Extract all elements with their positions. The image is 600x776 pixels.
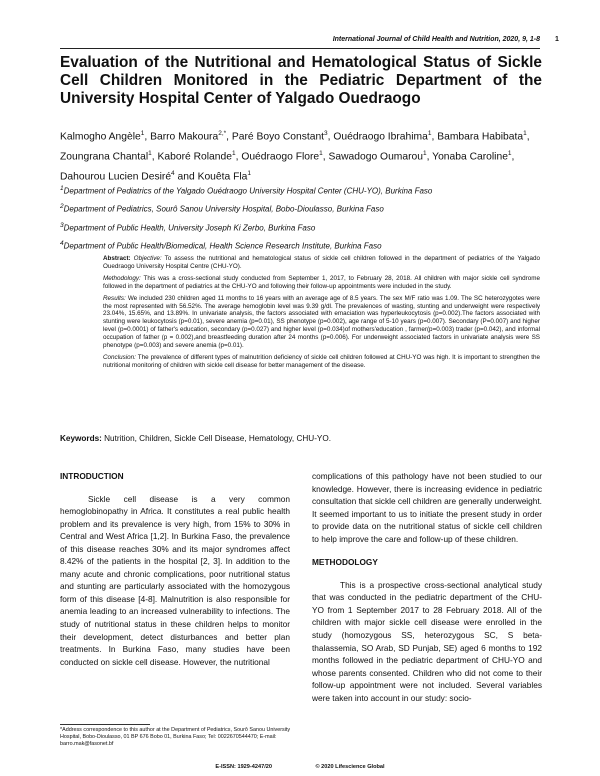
author-list: Kalmogho Angèle$^1$, Barro Makoura$^{2,*}$, Paré Boyo Constant$^3$, Ouédraogo Ibrahima$^1$, Bambara Habibata$^1$, Zoungrana Chantal$^1$, Kaboré Rolande$^1$, Ouédraogo Flore$^1$, Sawadogo Oumarou$^1$, Yonaba Caroline$^1$, Dahourou Lucien Desiré$^4$ and Kouêta Fla$^1$ xyxy=(60,130,530,183)
author-name: Kouêta Fla xyxy=(197,171,248,183)
author-affiliation-mark: 1 xyxy=(247,169,252,177)
author-affiliation-mark: 1 xyxy=(140,130,145,137)
copyright: © 2020 Lifescience Global xyxy=(315,764,385,770)
introduction-heading: INTRODUCTION xyxy=(60,471,124,481)
author-affiliation-mark: 1 xyxy=(231,149,236,157)
footnote-rule xyxy=(60,724,150,725)
affiliation-3: $^3$Department of Public Health, University Joseph Ki Zerbo, Burkina Faso xyxy=(60,222,316,233)
affiliation-1: $^1$Department of Pediatrics of the Yalgado Ouédraogo University Hospital Center (CHU-YO), Burkina Faso xyxy=(60,185,433,196)
author-affiliation-mark: 1 xyxy=(507,149,512,157)
header-rule xyxy=(60,48,540,49)
author-name: Kalmogho Angèle xyxy=(60,131,141,143)
author-name: Dahourou Lucien Desiré xyxy=(60,171,172,183)
page-number: 1 xyxy=(555,36,559,43)
author-name: Ouédraogo Ibrahima xyxy=(333,131,428,143)
author-affiliation-mark: 4 xyxy=(171,169,175,177)
author-name: Kaboré Rolande xyxy=(157,151,232,163)
affiliation-2: $^2$Department of Pediatrics, Sourô Sanou University Hospital, Bobo-Dioulasso, Burkina Faso xyxy=(60,203,384,214)
methodology-text: This is a prospective cross-sectional analytical study that was conducted in the pediatric department of the CHU-YO from 1 September 2017 to 28 February 2018. All of the children with major sickle cell disease were enrolled in the study (homozygous SS, heterozygous SC, S beta-thalassemia, SO Arab, SD Punjab, SE) aged 6 months to 192 months followed in the pediatric department of CHU-YO and whose parents consented. Children who did not come to their follow-up appointment were not included. Several variables were taken into account in our study: socio- xyxy=(312,579,542,703)
article-title: Evaluation of the Nutritional and Hematological Status of Sickle Cell Children Monitored in the Pediatric Department of the University Hospital Center of Yalgado Ouedraogo xyxy=(60,54,542,107)
author-affiliation-mark: 1 xyxy=(148,149,152,157)
issn: E-ISSN: 1929-4247/20 xyxy=(215,764,272,770)
page-footer xyxy=(60,764,540,770)
abstract-conclusion: Conclusion: The prevalence of different types of malnutrition deficiency of sickle cell children followed at CHU-YO was high. It is important to strengthen the nutritional monitoring of children with sickle cell disease for better management of the disease. xyxy=(103,353,541,369)
introduction-text: Sickle cell disease is a very common hemoglobinopathy in Africa. It constitutes a real public health problem and its prevalence is very high, from 15% to 30% in Central and West Africa [1,2]. In Burkina Faso, the prevalence of this disease reaches 30% and its major syndromes affect 8.42% of the patients in the hospital [2, 3]. In addition to the many acute and chronic complications, poor nutritional status and stunting are particularly associated with the homozygous form of this disease [4-8]. Malnutrition is also responsible for anemia leading to an increased vulnerability to infections. The study of nutritional status in these children helps to monitor their development, detect disturbances and better plan treatments. In Burkina Faso, many studies have been conducted on sickle cell disease. However, the nutritional xyxy=(60,493,290,667)
author-affiliation-mark: 1 xyxy=(422,149,427,157)
author-name: Yonaba Caroline xyxy=(432,151,508,163)
author-affiliation-mark: 1 xyxy=(427,130,432,137)
correspondence-footnote: *Address correspondence to this author at the Department of Pediatrics, Sourô Sanou University Hospital, Bobo-Dioulasso, 01 BP 676 Bobo 01, Burkina Faso; Tel: 0022670544470; E-mail: barro.mak@fasonet.bf xyxy=(60,727,291,747)
author-name: Bambara Habibata xyxy=(437,131,524,143)
affiliation-4: $^4$Department of Public Health/Biomedical, Health Science Research Institute, Burkina Faso xyxy=(60,240,382,251)
author-affiliation-mark: 1 xyxy=(319,149,323,157)
abstract xyxy=(103,255,540,374)
author-name: Ouédraogo Flore xyxy=(241,151,320,163)
author-affiliation-mark: 1 xyxy=(523,130,527,137)
right-column xyxy=(312,470,542,704)
author-affiliation-mark: 2,* xyxy=(218,130,227,137)
author-name: Zoungrana Chantal xyxy=(60,151,149,163)
author-name: Barro Makoura xyxy=(150,131,219,143)
abstract-objective: Abstract: Objective: To assess the nutritional and hematological status of sickle cell children followed in the department of pediatrics of the Yalgado Ouedraogo University Hospital Centre (CHU-YO). xyxy=(103,255,541,270)
abstract-methodology: Methodology: This was a cross-sectional study conducted from September 1, 2017, to February 28, 2018. All children with major sickle cell syndrome followed in the department of pediatrics at the CHU-YO and following their follow-up appointments were included in the study. xyxy=(103,274,540,290)
left-column xyxy=(60,470,290,668)
author-affiliation-mark: 3 xyxy=(324,130,328,137)
author-name: Sawadogo Oumarou xyxy=(328,151,423,163)
methodology-heading: METHODOLOGY xyxy=(312,557,378,568)
introduction-continued-text: complications of this pathology have not been studied to our knowledge. However, there is increasing evidence in pediatric consultation that sickle cell children are generally underweight. It seemed important to us to initiate the present study in order to provide data on the nutritional status of sickle cell children to help improve the care and follow-up of these children. xyxy=(312,471,542,544)
running-head: International Journal of Child Health and Nutrition, 2020, 9, 1-8 xyxy=(332,36,540,43)
keywords: Keywords: Nutrition, Children, Sickle Cell Disease, Hematology, CHU-YO. xyxy=(60,434,332,443)
abstract-results: Results: We included 230 children aged 11 months to 16 years with an average age of 8.5 years. The sex M/F ratio was 1.09. The SC heterozygotes were the most represented with 56.52%. The average hemoglobin level was 9.39 g/dl. The prevalences of wasting, stunting and underweight were respectively 23.04%, 15.65%, and 13.89%. In univariate analysis, the factors associated with emaciation was hyperleukocytosis (p=0.002).The factors associated with stunting were leukocytosis (p=0.01), severe anemia (p=0.01), SS phenotype (p=0.002), age range of 5-10 years (p=0.007). Secondary (P=0.007) and higher level (p=0.0001) of father's education, secondary (p=0.027) and higher level (p=0.034)of mothers'education , farmer(p=0.003) trader (p=0.042), and informal occupation of father (p = 0.002),and breastfeeding duration after 24 months (p=0.006). For underweight associated factors in univariate analysis were SS phenotype (p=0.003) and severe anemia (p=0.01). xyxy=(103,294,541,350)
author-name: Paré Boyo Constant xyxy=(231,131,325,143)
